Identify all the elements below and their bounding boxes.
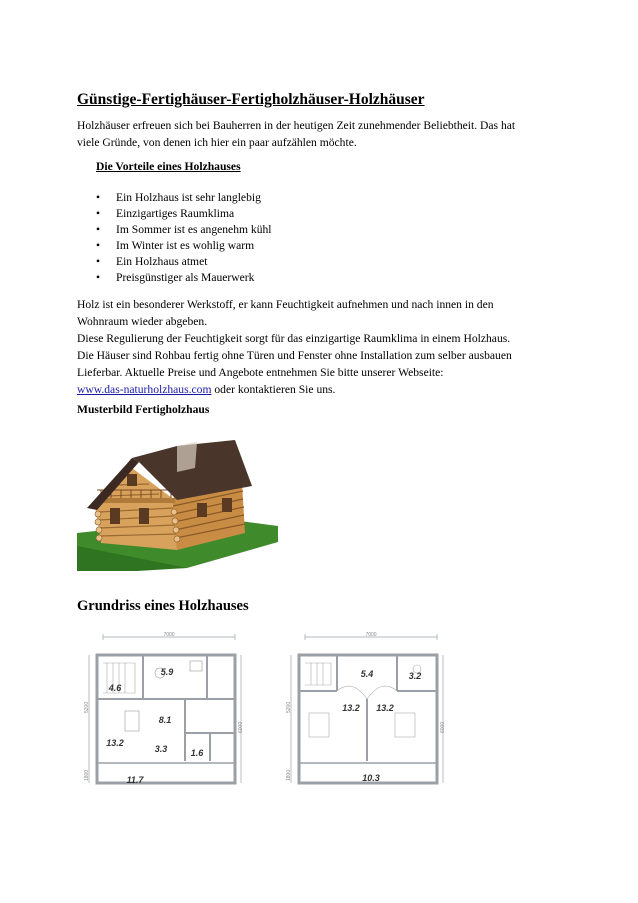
room-area: 13.2 — [106, 738, 124, 748]
list-item: • Einzigartiges Raumklima — [96, 206, 272, 222]
intro-paragraph — [77, 117, 567, 151]
house-image — [77, 438, 278, 571]
room-area: 3.2 — [408, 671, 422, 681]
plan-dim-right: 6000 — [440, 721, 446, 733]
plan-dim-top: 7000 — [163, 632, 175, 638]
room-area: 10.3 — [362, 773, 380, 783]
plan-dim-left-1: 5200 — [84, 701, 90, 713]
bullet-icon: • — [96, 271, 101, 285]
room-area: 5.4 — [360, 669, 374, 679]
room-area: 13.2 — [342, 703, 360, 713]
bullet-icon: • — [96, 191, 101, 204]
room-area: 3.3 — [154, 744, 168, 754]
document-title: Günstige-Fertighäuser-Fertigholzhäuser-Holzhäuser — [77, 91, 425, 108]
list-item: • Im Sommer ist es angenehm kühl — [96, 222, 272, 238]
plan-dim-left-1: 5200 — [286, 701, 292, 713]
advantages-list — [96, 190, 272, 287]
bullet-icon: • — [96, 223, 101, 237]
list-item: • Im Winter ist es wohlig warm — [96, 238, 272, 254]
plan-dim-left-2: 1800 — [84, 769, 90, 781]
plan-dim-right: 6000 — [238, 721, 244, 733]
floorplan-upper — [287, 633, 447, 795]
bullet-icon: • — [96, 207, 101, 221]
room-area: 8.1 — [158, 715, 172, 725]
bullet-icon: • — [96, 255, 101, 269]
plan-dim-top: 7000 — [365, 632, 377, 638]
floorplan-ground — [85, 633, 245, 795]
website-link[interactable]: www.das-naturholzhaus.com — [77, 383, 212, 396]
intro-line-1: Holzhäuser erfreuen sich bei Bauherren in der heutigen Zeit zunehmender Beliebtheit. Das hat — [77, 119, 516, 132]
floorplan-heading: Grundriss eines Holzhauses — [77, 598, 249, 614]
room-area: 1.6 — [190, 748, 204, 758]
body-paragraph: Holz ist ein besonderer Werkstoff, er kann Feuchtigkeit aufnehmen und nach innen in den Wohnraum wieder abgeben. Diese Regulierung der Feuchtigkeit sorgt für das einzigartige Raumklima in einem Holzhaus. Die Häuser sind Rohbau fertig ohne Türen und Fenster ohne Installation zum selber ausbauen Lieferbar. Aktuelle Preise und Angebote entnehmen Sie bitte unserer Webseite: www.das-naturholzhaus.com oder kontaktieren Sie uns. — [77, 298, 512, 396]
intro-line-2: viele Gründe, von denen ich hier ein paar aufzählen möchte. — [77, 136, 357, 149]
image-caption: Musterbild Fertigholzhaus — [77, 403, 210, 416]
list-item: • Ein Holzhaus ist sehr langlebig — [96, 190, 272, 206]
list-item: • Preisgünstiger als Mauerwerk — [96, 270, 272, 286]
room-area: 4.6 — [108, 683, 122, 693]
room-area: 11.7 — [126, 775, 144, 785]
plan-dim-left-2: 1800 — [286, 769, 292, 781]
room-area: 13.2 — [376, 703, 394, 713]
advantages-heading: Die Vorteile eines Holzhauses — [96, 160, 241, 173]
list-item: • Ein Holzhaus atmet — [96, 254, 272, 270]
room-area: 5.9 — [160, 667, 174, 677]
bullet-icon: • — [96, 239, 101, 253]
